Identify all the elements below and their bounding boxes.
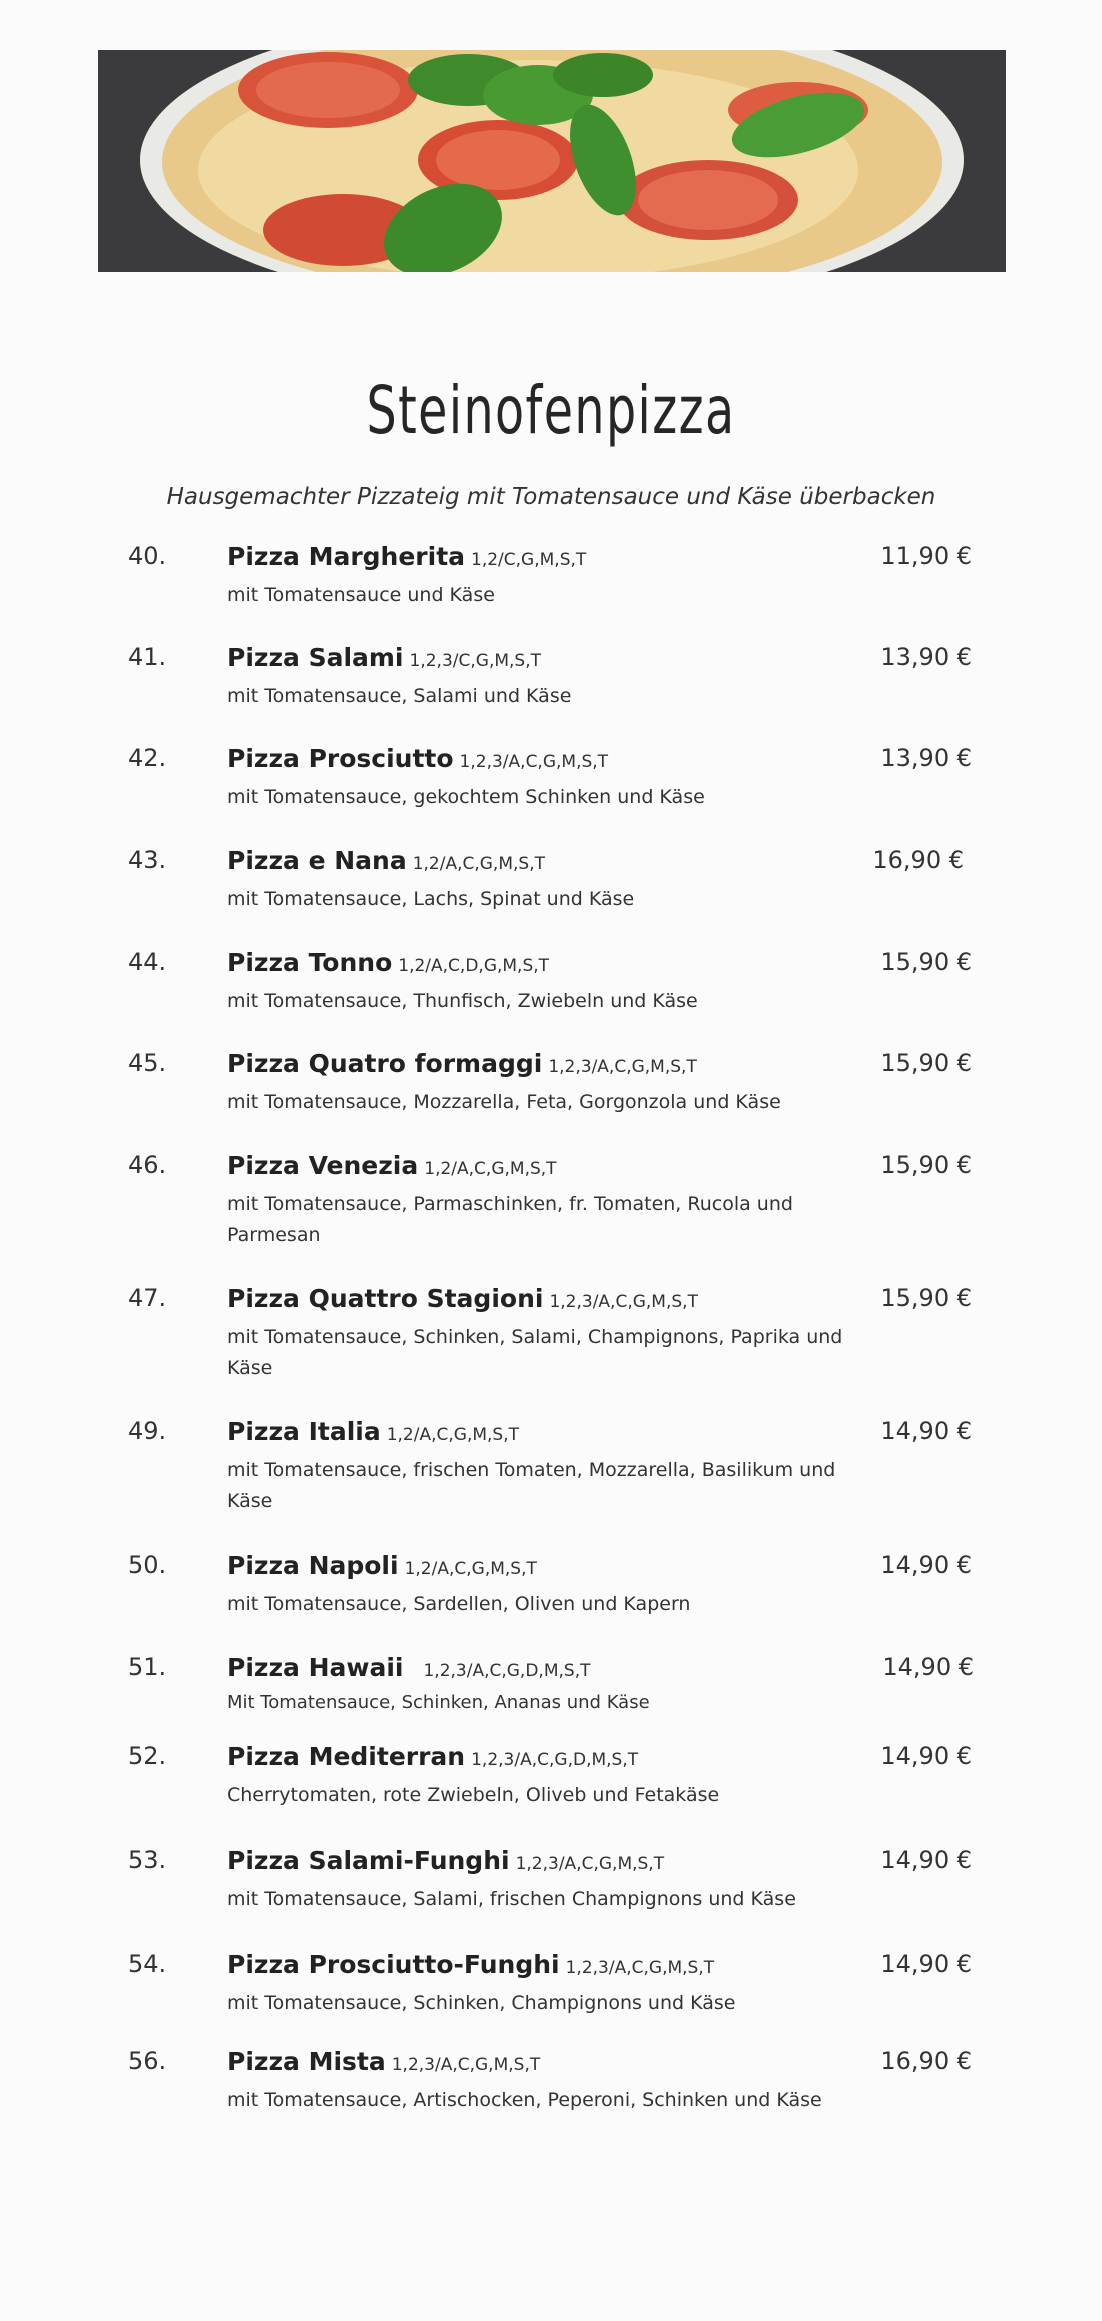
item-name-text: Pizza Quattro Stagioni (227, 1284, 544, 1313)
item-number: 44. (128, 948, 167, 976)
item-description: Cherrytomaten, rote Zwiebeln, Oliveb und Fetakäse (227, 1784, 720, 1806)
item-number: 45. (128, 1049, 167, 1077)
item-price: 13,90 € (880, 643, 972, 671)
item-price: 16,90 € (872, 846, 964, 874)
page-subtitle: Hausgemachter Pizzateig mit Tomatensauce und Käse überbacken (166, 484, 936, 510)
item-number: 51. (128, 1653, 167, 1681)
item-allergens: 1,2/C,G,M,S,T (471, 550, 587, 570)
item-name (227, 542, 586, 571)
item-name (227, 1653, 590, 1682)
item-number: 56. (128, 2047, 167, 2075)
item-number: 43. (128, 846, 167, 874)
item-name-text: Pizza Salami (227, 643, 404, 672)
item-description: Mit Tomatensauce, Schinken, Ananas und Käse (227, 1692, 650, 1713)
item-name (227, 1551, 537, 1580)
item-name (227, 948, 549, 977)
item-number: 42. (128, 744, 167, 772)
item-name-text: Pizza Salami-Funghi (227, 1846, 510, 1875)
item-price: 14,90 € (880, 1950, 972, 1978)
item-allergens: 1,2,3/A,C,G,M,S,T (515, 1854, 665, 1874)
item-allergens: 1,2/A,C,D,G,M,S,T (398, 956, 550, 976)
item-price: 14,90 € (880, 1742, 972, 1770)
item-number: 53. (128, 1846, 167, 1874)
item-allergens: 1,2,3/A,C,G,D,M,S,T (471, 1750, 639, 1770)
item-description: mit Tomatensauce, Sardellen, Oliven und Kapern (227, 1593, 691, 1615)
item-name (227, 2047, 540, 2076)
item-allergens: 1,2,3/A,C,G,M,S,T (565, 1958, 715, 1978)
item-number: 40. (128, 542, 167, 570)
item-price: 11,90 € (880, 542, 972, 570)
item-description: mit Tomatensauce, Schinken, Salami, Champignons, Paprika und Käse (227, 1326, 843, 1379)
item-name (227, 1284, 698, 1313)
item-name (227, 1846, 664, 1875)
item-price: 15,90 € (880, 1049, 972, 1077)
item-allergens: 1,2,3/A,C,G,D,M,S,T (423, 1661, 591, 1681)
item-number: 49. (128, 1417, 167, 1445)
item-price: 14,90 € (880, 1417, 972, 1445)
item-name (227, 1417, 519, 1446)
item-number: 54. (128, 1950, 167, 1978)
item-name (227, 1742, 638, 1771)
item-name-text: Pizza Napoli (227, 1551, 399, 1580)
item-name-text: Pizza Prosciutto (227, 744, 454, 773)
item-description: mit Tomatensauce, Parmaschinken, fr. Tomaten, Rucola und Parmesan (227, 1193, 793, 1246)
item-name (227, 1151, 557, 1180)
item-allergens: 1,2/A,C,G,M,S,T (386, 1425, 520, 1445)
item-name-text: Pizza Quatro formaggi (227, 1049, 543, 1078)
item-number: 41. (128, 643, 167, 671)
item-description: mit Tomatensauce, frischen Tomaten, Mozzarella, Basilikum und Käse (227, 1459, 836, 1512)
item-allergens: 1,2,3/A,C,G,M,S,T (549, 1292, 698, 1312)
item-description: mit Tomatensauce, Mozzarella, Feta, Gorgonzola und Käse (227, 1091, 781, 1113)
item-name (227, 846, 545, 875)
item-description: mit Tomatensauce, Artischocken, Peperoni, Schinken und Käse (227, 2089, 822, 2111)
item-price: 13,90 € (880, 744, 972, 772)
item-name (227, 744, 608, 773)
item-name-text: Pizza Mista (227, 2047, 386, 2076)
item-number: 47. (128, 1284, 167, 1312)
item-price: 15,90 € (880, 1284, 972, 1312)
item-name (227, 643, 541, 672)
item-price: 14,90 € (880, 1551, 972, 1579)
item-allergens: 1,2,3/A,C,G,M,S,T (548, 1057, 697, 1077)
item-number: 50. (128, 1551, 167, 1579)
item-allergens: 1,2/A,C,G,M,S,T (424, 1159, 557, 1179)
item-description: mit Tomatensauce, Schinken, Champignons und Käse (227, 1992, 736, 2014)
item-price: 14,90 € (882, 1653, 974, 1681)
item-allergens: 1,2,3/C,G,M,S,T (409, 651, 541, 671)
item-allergens: 1,2/A,C,G,M,S,T (404, 1559, 537, 1579)
item-allergens: 1,2,3/A,C,G,M,S,T (391, 2055, 541, 2075)
item-description: mit Tomatensauce, Lachs, Spinat und Käse (227, 888, 635, 910)
item-description: mit Tomatensauce und Käse (227, 584, 495, 606)
item-description: mit Tomatensauce, gekochtem Schinken und Käse (227, 786, 705, 808)
item-allergens: 1,2,3/A,C,G,M,S,T (459, 752, 609, 772)
item-name-text: Pizza Venezia (227, 1151, 419, 1180)
page-title: Steinofenpizza (366, 372, 736, 449)
item-description: mit Tomatensauce, Salami, frischen Champignons und Käse (227, 1888, 796, 1910)
pizza-photo (98, 50, 1006, 272)
item-price: 16,90 € (880, 2047, 972, 2075)
item-number: 52. (128, 1742, 167, 1770)
item-price: 15,90 € (880, 1151, 972, 1179)
item-name-text: Pizza Hawaii (227, 1653, 404, 1682)
item-name-text: Pizza Italia (227, 1417, 381, 1446)
item-price: 15,90 € (880, 948, 972, 976)
item-name-text: Pizza Tonno (227, 948, 393, 977)
item-name (227, 1950, 714, 1979)
item-name (227, 1049, 697, 1078)
item-price: 14,90 € (880, 1846, 972, 1874)
item-description: mit Tomatensauce, Thunfisch, Zwiebeln und Käse (227, 990, 698, 1012)
item-name-text: Pizza e Nana (227, 846, 407, 875)
item-allergens: 1,2/A,C,G,M,S,T (412, 854, 545, 874)
item-name-text: Pizza Prosciutto-Funghi (227, 1950, 560, 1979)
item-number: 46. (128, 1151, 167, 1179)
item-name-text: Pizza Mediterran (227, 1742, 466, 1771)
item-name-text: Pizza Margherita (227, 542, 466, 571)
item-description: mit Tomatensauce, Salami und Käse (227, 685, 572, 707)
